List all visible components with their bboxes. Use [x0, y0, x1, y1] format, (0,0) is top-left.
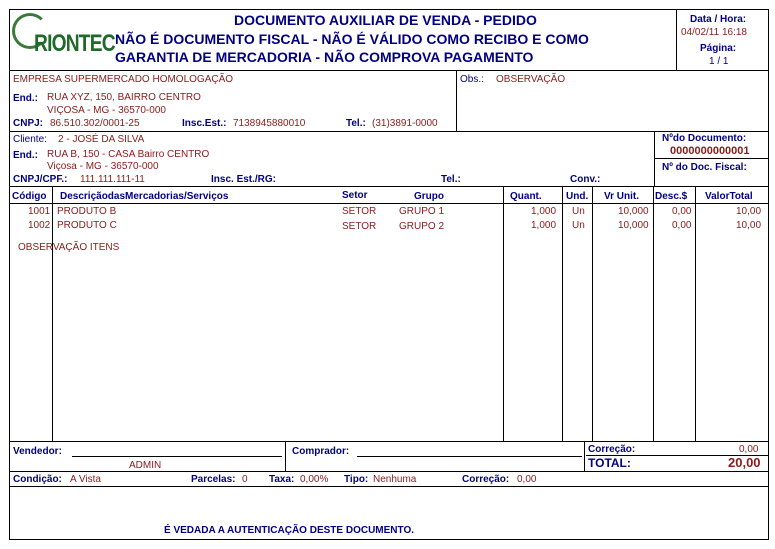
row-total: 10,00 [736, 206, 762, 217]
company-tel-value: (31)3891-0000 [372, 118, 438, 129]
row-discount: 0,00 [672, 206, 692, 217]
company-cnpj-label: CNPJ: [13, 118, 44, 129]
buyer-label: Comprador: [292, 446, 350, 457]
document-title: DOCUMENTO AUXILIAR DE VENDA - PEDIDO [234, 12, 537, 28]
disclaimer-line-1: NÃO É DOCUMENTO FISCAL - NÃO É VÁLIDO COMO RECIBO E COMO [115, 31, 589, 47]
row-sector: SETOR [342, 221, 377, 232]
row-group: GRUPO 2 [399, 221, 445, 232]
col-header-unit-price: Vr Unit. [604, 191, 640, 202]
company-tel-label: Tel.: [346, 118, 366, 129]
date-value: 04/02/11 16:18 [681, 27, 747, 38]
company-ie-value: 7138945880010 [233, 118, 306, 129]
client-address-1: RUA B, 150 - CASA Bairro CENTRO [47, 149, 210, 160]
total-label: TOTAL: [588, 456, 631, 470]
logo-text: RIONTEC [34, 30, 115, 57]
doc-number-label: Nºdo Documento: [662, 133, 747, 144]
doc-number-value: 0000000000001 [670, 145, 750, 157]
row-sector: SETOR [342, 206, 377, 217]
client-tel-label: Tel.: [441, 174, 461, 185]
row-total: 10,00 [736, 220, 762, 231]
disclaimer-line-2: GARANTIA DE MERCADORIA - NÃO COMPROVA PAGAMENTO [115, 49, 534, 65]
client-cpf-label: CNPJ/CPF.: [13, 174, 68, 185]
col-header-unit: Und. [566, 191, 589, 202]
row-quantity: 1,000 [531, 206, 557, 217]
client-conv-label: Conv.: [570, 174, 601, 185]
parcels-value: 0 [242, 474, 248, 485]
tax-label: Taxa: [269, 474, 295, 485]
company-address-1: RUA XYZ, 150, BAIRRO CENTRO [47, 92, 201, 103]
correction2-value: 0,00 [517, 474, 537, 485]
page-value: 1 / 1 [709, 56, 729, 67]
col-header-total: ValorTotal [705, 191, 753, 202]
condition-label: Condição: [13, 474, 62, 485]
company-name: EMPRESA SUPERMERCADO HOMOLOGAÇÃO [13, 74, 234, 85]
items-observation: OBSERVAÇÃO ITENS [18, 242, 120, 253]
obs-label: Obs.: [460, 74, 484, 85]
authentication-notice: É VEDADA A AUTENTICAÇÃO DESTE DOCUMENTO. [164, 525, 415, 536]
client-address-label: End.: [13, 150, 38, 161]
row-code: 1001 [28, 206, 51, 217]
obs-value: OBSERVAÇÃO [496, 74, 566, 85]
row-code: 1002 [28, 220, 51, 231]
client-value: 2 - JOSÉ DA SILVA [58, 134, 145, 145]
row-unit: Un [572, 206, 585, 217]
buyer-signature-line [357, 456, 582, 457]
type-value: Nenhuma [373, 474, 417, 485]
type-label: Tipo: [344, 474, 369, 485]
company-address-2: VIÇOSA - MG - 36570-000 [47, 105, 166, 116]
col-header-group: Grupo [414, 191, 444, 202]
page-label: Página: [700, 43, 737, 54]
fiscal-doc-label: Nº do Doc. Fiscal: [662, 162, 747, 173]
parcels-label: Parcelas: [191, 474, 236, 485]
col-header-quantity: Quant. [510, 191, 542, 202]
client-ie-label: Insc. Est./RG: [211, 174, 277, 185]
row-quantity: 1,000 [531, 220, 557, 231]
row-discount: 0,00 [672, 220, 692, 231]
seller-label: Vendedor: [13, 446, 62, 457]
col-header-discount: Desc.$ [655, 191, 688, 202]
company-cnpj-value: 86.510.302/0001-25 [50, 118, 140, 129]
row-unit: Un [572, 220, 585, 231]
row-description: PRODUTO C [57, 220, 117, 231]
row-unit-price: 10,000 [618, 220, 649, 231]
client-cpf-value: 111.111.111-11 [80, 174, 145, 185]
company-address-label: End.: [13, 93, 38, 104]
seller-value: ADMIN [129, 460, 162, 471]
client-label: Cliente: [13, 134, 47, 145]
correction-label: Correção: [588, 444, 636, 455]
row-unit-price: 10,000 [618, 206, 649, 217]
condition-value: A Vista [70, 474, 101, 485]
total-value: 20,00 [728, 455, 761, 470]
company-ie-label: Insc.Est.: [182, 118, 227, 129]
correction-value: 0,00 [739, 444, 759, 455]
col-header-sector: Setor [342, 190, 368, 201]
date-label: Data / Hora: [690, 14, 747, 25]
col-header-description: DescriçãodasMercadorias/Serviços [60, 191, 229, 202]
seller-signature-line [72, 456, 282, 457]
client-address-2: Viçosa - MG - 36570-000 [47, 161, 159, 172]
row-description: PRODUTO B [57, 206, 117, 217]
col-header-code: Código [12, 191, 47, 202]
row-group: GRUPO 1 [399, 206, 445, 217]
correction2-label: Correção: [462, 474, 510, 485]
tax-value: 0,00% [300, 474, 329, 485]
